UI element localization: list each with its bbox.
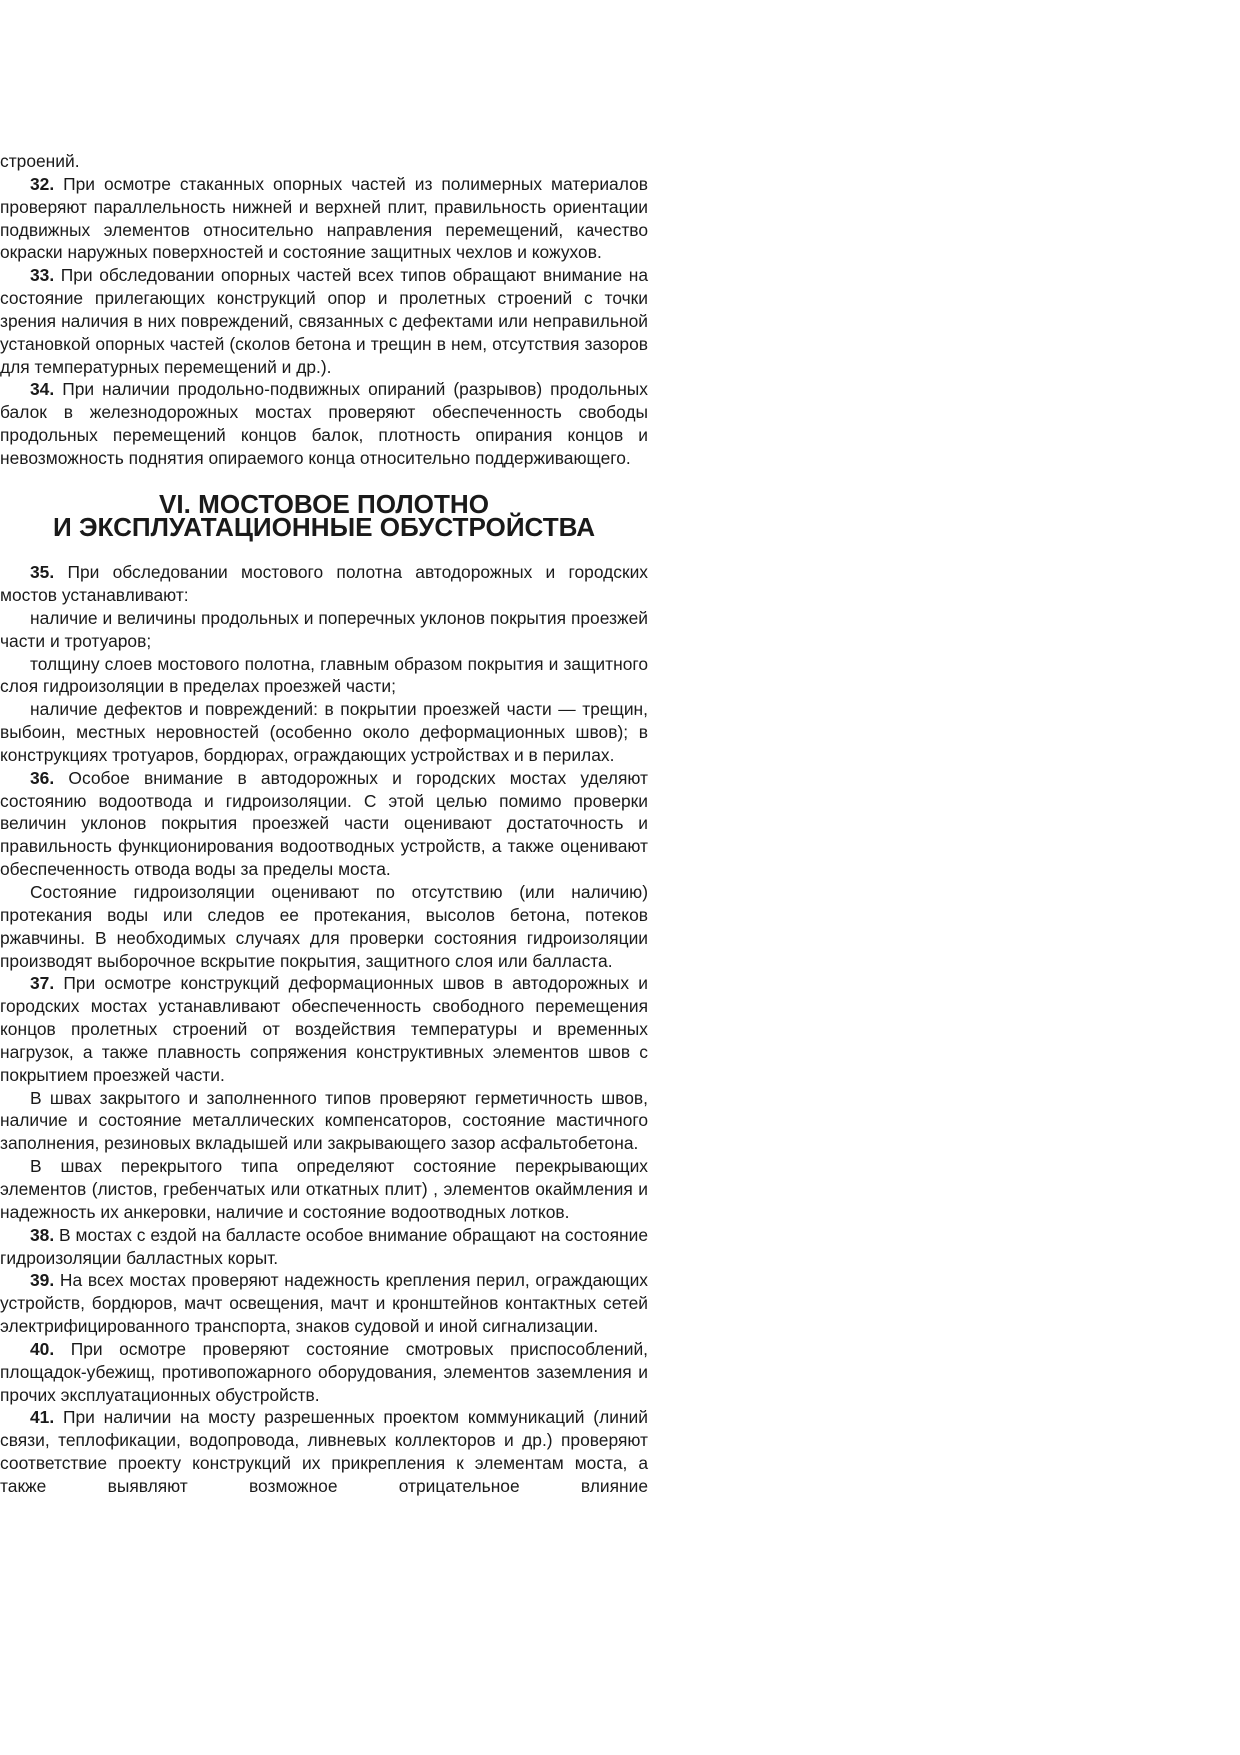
item-number: 40. <box>30 1338 55 1359</box>
section-heading <box>0 470 648 561</box>
paragraph-35 <box>0 561 648 607</box>
continuation-text: строений. <box>0 151 80 171</box>
paragraph-40 <box>0 1338 648 1407</box>
item-number: 37. <box>30 973 55 994</box>
item-number: 38. <box>30 1224 55 1245</box>
paragraph-35-item-slopes <box>0 607 648 653</box>
item-number: 41. <box>30 1407 55 1428</box>
item-number: 36. <box>30 767 55 788</box>
paragraph-text: толщину слоев мостового полотна, главным образом покрытия и защитного слоя гидроизоляции в пределах проезжей части; <box>0 653 648 697</box>
paragraph-text: При наличии продольно-подвижных опираний (разрывов) продольных балок в железнодорожных мостах проверяют обеспеченность свободы продольных перемещений концов балок, плотность опирания концов и невозможность поднятия опираемого конца относительно поддерживающего. <box>0 379 648 468</box>
paragraph-text: При осмотре конструкций деформационных швов в автодорожных и городских мостах устанавливают обеспеченность свободного перемещения концов пролетных строений от воздействия температуры и временных нагрузок, а также плавность сопряжения конструктивных элементов швов с покрытием проезжей части. <box>0 973 648 1085</box>
document-page <box>0 150 648 1498</box>
item-number: 39. <box>30 1270 55 1291</box>
paragraph-text: При осмотре проверяют состояние смотровых приспособлений, площадок-убежищ, противопожарного оборудования, элементов заземления и прочих эксплуатационных обустройств. <box>0 1338 648 1405</box>
paragraph-text: В швах закрытого и заполненного типов проверяют герметичность швов, наличие и состояние металлических компенсаторов, состояние мастичного заполнения, резиновых вкладышей или закрывающего зазор асфальтобетона. <box>0 1087 648 1154</box>
paragraph-36 <box>0 767 648 881</box>
paragraph-text: В мостах с ездой на балласте особое внимание обращают на состояние гидроизоляции балластных корыт. <box>0 1224 648 1268</box>
paragraph-text: При осмотре стаканных опорных частей из полимерных материалов проверяют параллельность нижней и верхней плит, правильность ориентации подвижных элементов относительно направления перемещений, качество окраски наружных поверхностей и состояние защитных чехлов и кожухов. <box>0 173 648 263</box>
section-heading-line2: И ЭКСПЛУАТАЦИОННЫЕ ОБУСТРОЙСТВА <box>52 511 596 542</box>
paragraph-text: Особое внимание в автодорожных и городских мостах уделяют состоянию водоотвода и гидроизоляции. С этой целью помимо проверки величин уклонов покрытия проезжей части оценивают достаточность и правильность функционирования водоотводных устройств, а также оценивают обеспеченность отвода воды за пределы моста. <box>0 767 648 880</box>
item-number: 35. <box>30 562 55 583</box>
paragraph-39 <box>0 1269 648 1338</box>
paragraphs-before <box>0 173 648 470</box>
paragraph-36-waterproofing <box>0 881 648 972</box>
paragraph-41 <box>0 1406 648 1497</box>
paragraph-text: При наличии на мосту разрешенных проектом коммуникаций (линий связи, теплофикации, водопровода, ливневых коллекторов и др.) проверяют соответствие проекту конструкций их прикрепления к элементам моста, а также выявляют возможное отрицательное влияние <box>0 1407 648 1496</box>
item-number: 34. <box>30 379 55 400</box>
item-number: 33. <box>30 265 55 286</box>
paragraph-text: На всех мостах проверяют надежность крепления перил, ограждающих устройств, бордюров, мачт освещения, мачт и кронштейнов контактных сетей электрифицированного транспорта, знаков судовой и иной сигнализации. <box>0 1270 648 1337</box>
section-heading-line1: VI. МОСТОВОЕ ПОЛОТНО <box>159 488 489 519</box>
paragraph-37-overlap-joints <box>0 1155 648 1224</box>
paragraphs-after <box>0 561 648 1498</box>
paragraph-37-closed-joints <box>0 1087 648 1156</box>
paragraph-38 <box>0 1224 648 1270</box>
paragraph-33 <box>0 264 648 378</box>
paragraph-text: наличие дефектов и повреждений: в покрытии проезжей части — трещин, выбоин, местных неровностей (особенно около деформационных швов); в конструкциях тротуаров, бордюрах, ограждающих устройствах и в перилах. <box>0 699 648 765</box>
paragraph-37 <box>0 972 648 1086</box>
paragraph-text: Состояние гидроизоляции оценивают по отсутствию (или наличию) протекания воды или следов ее протекания, высолов бетона, потеков ржавчины. В необходимых случаях для проверки состояния гидроизоляции производят выборочное вскрытие покрытия, защитного слоя или балласта. <box>0 882 648 971</box>
paragraph-text: В швах перекрытого типа определяют состояние перекрывающих элементов (листов, гребенчатых или откатных плит) , элементов окаймления и надежность их анкеровки, наличие и состояние водоотводных лотков. <box>0 1156 648 1222</box>
paragraph-35-item-thickness <box>0 653 648 699</box>
paragraph-text: При обследовании мостового полотна автодорожных и городских мостов устанавливают: <box>0 562 648 606</box>
paragraph-text: наличие и величины продольных и поперечных уклонов покрытия проезжей части и тротуаров; <box>0 607 648 651</box>
paragraph-text: При обследовании опорных частей всех типов обращают внимание на состояние прилегающих конструкций опор и пролетных строений с точки зрения наличия в них повреждений, связанных с дефектами или неправильной установкой опорных частей (сколов бетона и трещин в нем, отсутствия зазоров для температурных перемещений и др.). <box>0 265 648 377</box>
paragraph-32 <box>0 173 648 264</box>
paragraph-34 <box>0 378 648 469</box>
paragraph-35-item-defects <box>0 698 648 767</box>
item-number: 32. <box>30 173 55 194</box>
